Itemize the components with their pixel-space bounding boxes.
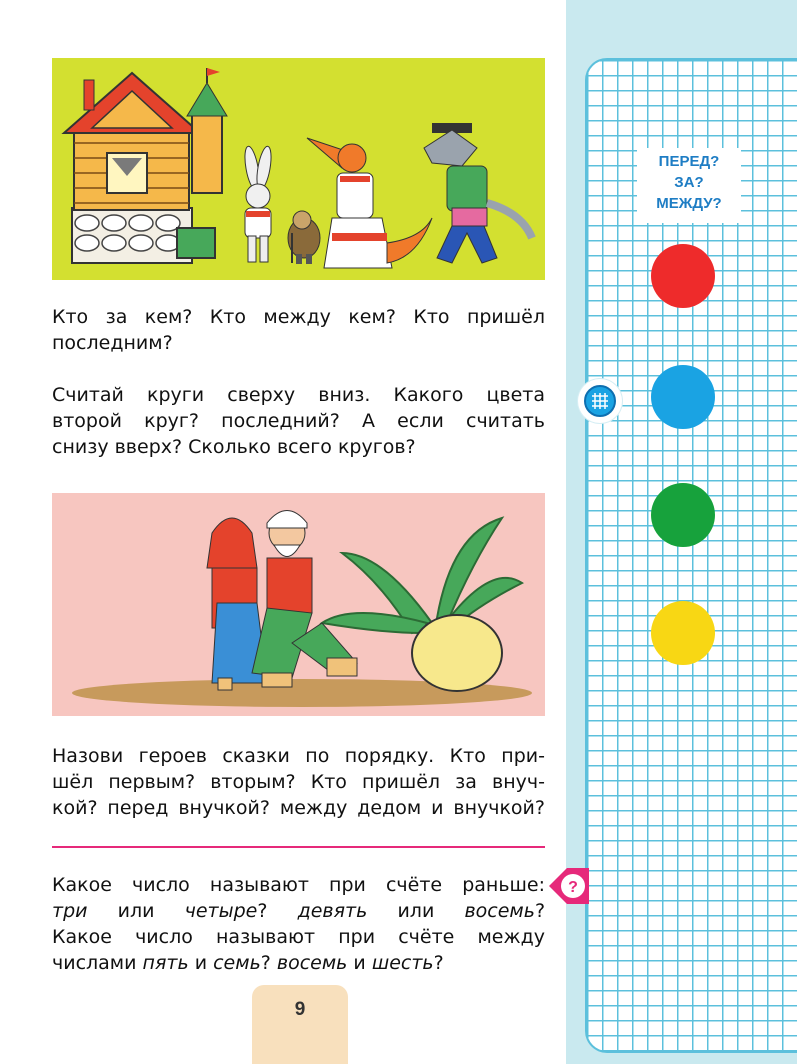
illustration-teremok <box>52 58 545 280</box>
grandfather <box>252 511 357 688</box>
italic-word: восемь <box>464 900 535 922</box>
heading-line: ЗА? <box>674 174 704 191</box>
illustration-turnip <box>52 493 545 716</box>
italic-word: четыре <box>184 900 258 922</box>
italic-word: девять <box>297 900 368 922</box>
question-mark-icon <box>549 864 589 908</box>
teremok-drawing <box>52 58 545 280</box>
house <box>64 68 227 263</box>
italic-word: шесть <box>371 952 434 974</box>
turnip-leaves <box>322 518 522 633</box>
text-line: Какое число называют при счёте между <box>52 926 545 948</box>
text-line: Назови героев сказки по порядку. Кто при- <box>52 745 545 767</box>
question-paragraph-4 <box>52 872 545 976</box>
red-circle <box>651 244 715 308</box>
italic-word: три <box>52 900 88 922</box>
question-paragraph-3 <box>52 743 545 821</box>
text-span: числами <box>52 952 143 974</box>
question-paragraph-2 <box>52 382 545 460</box>
text-line: снизу вверх? Сколько всего кругов? <box>52 436 416 458</box>
heading-line: ПЕРЕД? <box>658 153 720 170</box>
section-divider <box>52 846 545 848</box>
text-line <box>52 898 545 924</box>
turnip-drawing <box>52 493 545 716</box>
text-line: последним? <box>52 332 173 354</box>
svg-text:?: ? <box>568 879 578 896</box>
green-circle <box>651 483 715 547</box>
text-span: ? <box>257 900 298 922</box>
text-line: Считай круги сверху вниз. Какого цвета <box>52 384 545 406</box>
question-paragraph-1 <box>52 304 545 356</box>
italic-word: семь <box>213 952 261 974</box>
text-line: Какое число называют при счёте раньше: <box>52 874 545 896</box>
hare <box>242 145 273 262</box>
grid-icon <box>578 379 622 423</box>
yellow-circle <box>651 601 715 665</box>
page-number: 9 <box>294 999 306 1020</box>
text-line: кой? перед внучкой? между дедом и внучкой? <box>52 797 545 819</box>
blue-circle <box>651 365 715 429</box>
text-span: ? <box>534 900 546 922</box>
text-span: ? <box>433 952 444 974</box>
text-line <box>52 950 545 976</box>
text-line: шёл первым? вторым? Кто пришёл за внуч- <box>52 771 545 793</box>
text-span: или <box>87 900 185 922</box>
text-line: Кто за кем? Кто между кем? Кто пришёл <box>52 306 545 328</box>
fox <box>307 138 432 268</box>
text-span: и <box>188 952 214 974</box>
wolf <box>424 123 532 263</box>
text-span: ? <box>260 952 277 974</box>
text-span: и <box>347 952 372 974</box>
sidebar-heading <box>637 148 741 223</box>
text-span: или <box>367 900 465 922</box>
page-number-tab <box>252 985 348 1064</box>
turnip <box>412 615 502 691</box>
italic-word: восемь <box>276 952 348 974</box>
heading-line: МЕЖДУ? <box>656 195 722 212</box>
text-line: второй круг? последний? А если считать <box>52 410 545 432</box>
italic-word: пять <box>142 952 189 974</box>
